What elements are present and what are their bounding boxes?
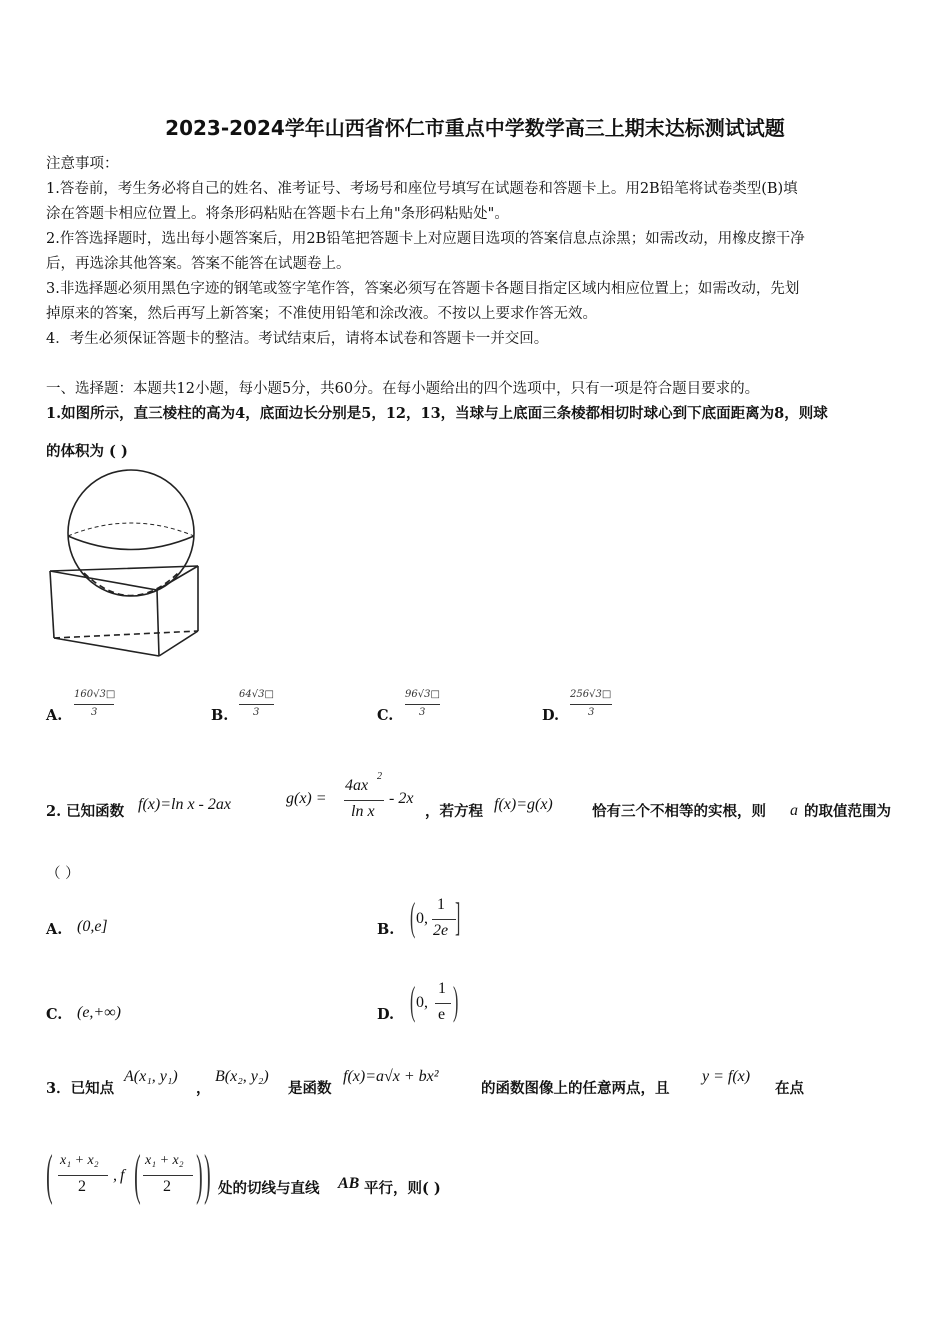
notice-line-4: 后，再选涂其他答案。答案不能答在试题卷上。 [46, 256, 351, 272]
notice-line-5: 3.非选择题必须用黑色字迹的钢笔或签字笔作答，答案必须写在答题卡各题目指定区域内相应位置上；如需改动，先划 [46, 281, 800, 297]
notice-heading: 注意事项： [46, 156, 119, 172]
q1-option-a[interactable] [46, 707, 62, 724]
q2-tail2: 的取值范围为 [804, 803, 891, 820]
q1-option-a-bar [74, 704, 114, 705]
q2-var: a [790, 802, 798, 819]
q3-f-denominator: 2 [163, 1178, 171, 1195]
q2-f-expression: f(x)=ln x - 2ax [138, 796, 231, 813]
notice-line-2: 涂在答题卡相应位置上。将条形码粘贴在答题卡右上角"条形码粘贴处"。 [46, 206, 509, 222]
q3-mid-denominator: 2 [78, 1178, 86, 1195]
q2-option-b-pre: 0, [416, 910, 428, 927]
q3-mid: 是函数 [288, 1080, 332, 1097]
notice-line-6: 掉原来的答案，然后再写上新答案；不准使用铅笔和涂改液。不按以上要求作答无效。 [46, 306, 597, 322]
prism-bottom-hidden [54, 631, 198, 638]
q2-tail: 恰有三个不相等的实根，则 [592, 803, 766, 820]
page-title: 2023-2024学年山西省怀仁市重点中学数学高三上期末达标测试试题 [165, 116, 785, 140]
q2-option-b-lparen: ( [409, 894, 416, 939]
sphere-bottom-hidden [84, 573, 178, 596]
q3-f-numerator: x₁ + x₂ [145, 1153, 184, 1168]
q2-equation: f(x)=g(x) [494, 796, 553, 813]
q1-option-d-label: D. [542, 707, 560, 724]
q3-mid-numerator: x₁ + x₂ [60, 1153, 99, 1168]
prism-sphere-figure [46, 468, 206, 663]
q3-line2-tail: 处的切线与直线 [218, 1180, 320, 1197]
q3-mid2: 的函数图像上的任意两点，且 [481, 1080, 670, 1097]
prism-bottom-front [54, 638, 159, 656]
q3-y: y = f(x) [702, 1068, 751, 1085]
q3-comma2: , [113, 1167, 117, 1184]
q3-f-bar [143, 1175, 193, 1176]
q2-option-c-value: (e,+∞) [77, 1004, 121, 1021]
q2-option-d-numerator: 1 [438, 980, 446, 997]
q1-option-a-denominator: 3 [91, 707, 98, 718]
q1-option-c-denominator: 3 [419, 707, 426, 718]
q2-option-b-numerator: 1 [437, 896, 445, 913]
q3-inner-lparen: ( [134, 1144, 141, 1206]
notice-line-3: 2.作答选择题时，选出每小题答案后，用2B铅笔把答题卡上对应题目选项的答案信息点涂黑；如需改动，用橡皮擦干净 [46, 231, 805, 247]
q1-option-c[interactable] [377, 707, 393, 724]
q2-option-d-bar [435, 1003, 451, 1004]
q2-option-d-pre: 0, [416, 994, 428, 1011]
section-heading: 一、选择题：本题共12小题，每小题5分，共60分。在每小题给出的四个选项中，只有一项是符合题目要求的。 [46, 381, 760, 397]
q2-option-b-label: B. [377, 921, 395, 938]
q3-mid-bar [58, 1175, 108, 1176]
q2-g-exponent: 2 [377, 771, 382, 782]
q1-option-b-denominator: 3 [253, 707, 260, 718]
q2-blank: （ ） [46, 866, 80, 882]
q3-line2-end: 平行，则( ) [364, 1180, 441, 1197]
q1-option-d-bar [570, 704, 612, 705]
q1-line-1: 1.如图所示，直三棱柱的高为4，底面边长分别是5，12，13，当球与上底面三条棱都相切时球心到下底面距离为8，则球 [46, 405, 828, 422]
q2-option-c[interactable] [46, 1006, 62, 1023]
q1-option-b-bar [239, 704, 274, 705]
q3-tail: 在点 [775, 1080, 804, 1097]
q2-option-b[interactable] [377, 921, 394, 938]
prism-bottom-right [159, 631, 198, 656]
q1-option-b-label: B. [211, 707, 229, 724]
q1-option-d-numerator: 256√3□ [570, 689, 612, 700]
q2-option-d-lparen: ( [409, 978, 416, 1023]
q2-option-a-value: (0,e] [77, 918, 108, 935]
q2-option-d-label: D. [377, 1006, 395, 1023]
sphere-equator-front [68, 536, 194, 550]
q1-line-2: 的体积为 ( ) [46, 443, 128, 460]
q3-rparen: ) [204, 1144, 211, 1206]
sphere-equator-back [68, 523, 194, 536]
q2-g-tail: - 2x [389, 790, 414, 807]
q1-option-b-numerator: 64√3□ [239, 689, 274, 700]
q1-option-d-denominator: 3 [588, 707, 595, 718]
q3-ab: AB [338, 1175, 360, 1192]
q2-prefix: 2. 已知函数 [46, 803, 125, 820]
q3-lparen: ( [46, 1144, 53, 1206]
q1-option-a-numerator: 160√3□ [74, 689, 116, 700]
q1-option-c-numerator: 96√3□ [405, 689, 440, 700]
q2-option-a-label: A. [46, 921, 63, 938]
q3-point-b: B(x₂, y₂) [215, 1068, 269, 1085]
q2-g-denominator: ln x [351, 803, 375, 820]
q2-option-a[interactable] [46, 921, 62, 938]
q2-g-numerator: 4ax [345, 777, 369, 794]
q1-option-a-label: A. [46, 707, 63, 724]
q1-option-c-bar [405, 704, 440, 705]
q2-option-d[interactable] [377, 1006, 394, 1023]
q3-f-label: f [120, 1167, 125, 1184]
q2-option-d-rparen: ) [452, 978, 459, 1023]
notice-line-1: 1.答卷前，考生务必将自己的姓名、准考证号、考场号和座位号填写在试题卷和答题卡上。用2B铅笔将试卷类型(B)填 [46, 181, 798, 197]
q1-option-c-label: C. [377, 707, 394, 724]
q2-option-c-label: C. [46, 1006, 63, 1023]
q3-point-a: A(x₁, y₁) [124, 1068, 178, 1085]
prism-edge-left [50, 571, 54, 638]
q3-inner-rparen: ) [196, 1144, 203, 1206]
q2-g-bar [344, 800, 384, 801]
q3-prefix: 3．已知点 [46, 1080, 115, 1097]
q3-comma: ， [196, 1080, 211, 1097]
q3-function: f(x)=a√x + bx² [343, 1068, 439, 1085]
notice-line-7: 4．考生必须保证答题卡的整洁。考试结束后，请将本试卷和答题卡一并交回。 [46, 331, 549, 347]
q2-option-b-rbracket: ] [454, 894, 461, 939]
q1-option-d[interactable] [542, 707, 559, 724]
prism-edge-mid [157, 590, 159, 656]
q2-option-d-denominator: e [438, 1006, 446, 1023]
q2-option-b-denominator: 2e [433, 922, 449, 939]
q1-option-b[interactable] [211, 707, 228, 724]
q2-mid: ，若方程 [425, 803, 483, 820]
q2-option-b-bar [432, 919, 456, 920]
q2-g-lhs: g(x) = [286, 790, 327, 807]
